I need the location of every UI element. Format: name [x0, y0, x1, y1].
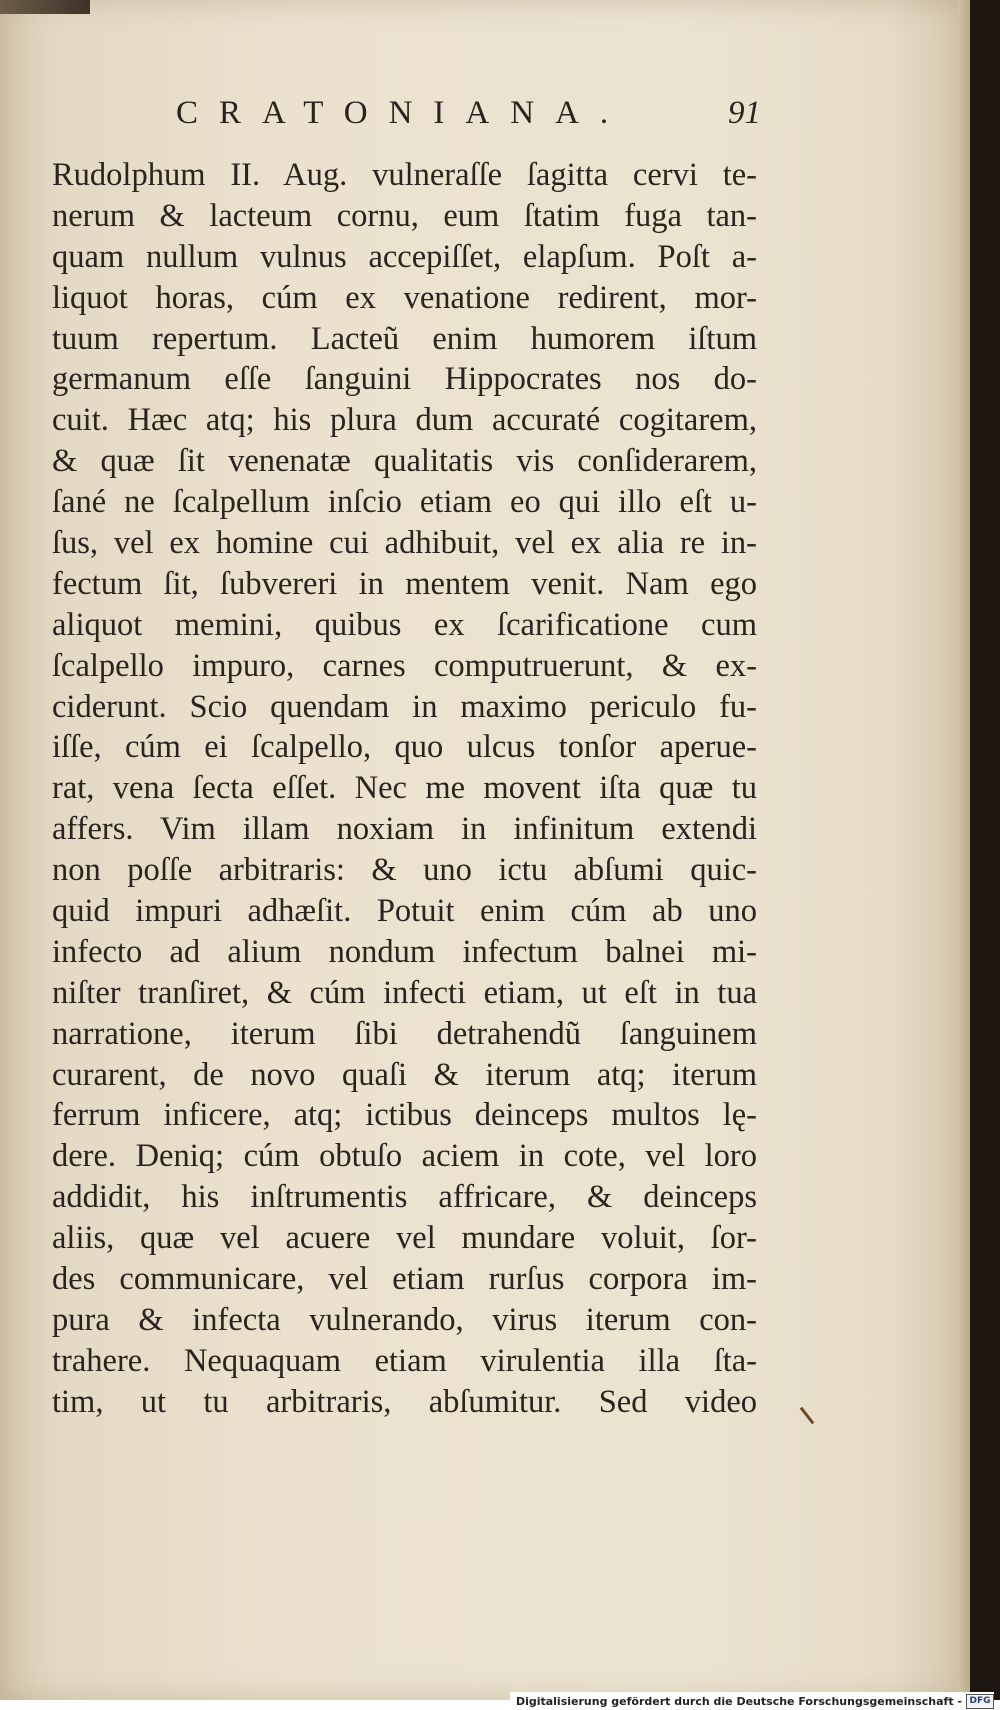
- text-line: nerum & lacteum cornu, eum ſtatim fuga tan-: [52, 197, 757, 234]
- text-line: des communicare, vel etiam rurſus corpora im-: [52, 1261, 757, 1298]
- text-line: tim, ut tu arbitraris, abſumitur. Sed video: [52, 1383, 757, 1420]
- ink-mark: [800, 1407, 815, 1425]
- text-line: tuum repertum. Lacteũ enim humorem iſtum: [52, 320, 757, 357]
- text-line: ferrum inficere, atq; ictibus deinceps multos lę-: [52, 1097, 757, 1134]
- text-line: cuit. Hæc atq; his plura dum accuraté cogitarem,: [52, 402, 757, 439]
- page-corner-shadow: [0, 0, 90, 14]
- footer-credit: Digitalisierung gefördert durch die Deutsche Forschungsgemeinschaft -: [515, 1694, 962, 1708]
- running-head-title: CRATONIANA.: [176, 95, 630, 131]
- text-line: pura & infecta vulnerando, virus iterum con-: [52, 1301, 757, 1338]
- text-line: non poſſe arbitraris: & uno ictu abſumi quic-: [52, 852, 757, 889]
- text-line: curarent, de novo quaſi & iterum atq; iterum: [52, 1056, 757, 1093]
- text-line: aliquot memini, quibus ex ſcarificatione cum: [52, 606, 757, 643]
- text-line: narratione, iterum ſibi detrahendũ ſanguinem: [52, 1015, 757, 1052]
- text-line: ciderunt. Scio quendam in maximo periculo fu-: [52, 688, 757, 725]
- text-line: Rudolphum II. Aug. vulneraſſe ſagitta cervi te-: [52, 157, 757, 193]
- page-edge: [958, 0, 970, 1700]
- text-line: iſſe, cúm ei ſcalpello, quo ulcus tonſor aperue-: [52, 729, 757, 766]
- text-line: niſter tranſiret, & cúm infecti etiam, ut eſt in tua: [52, 974, 757, 1011]
- text-line: trahere. Nequaquam etiam virulentia illa ſta-: [52, 1342, 757, 1379]
- text-line: quid impuri adhæſit. Potuit enim cúm ab uno: [52, 893, 757, 930]
- dfg-logo: DFG: [966, 1694, 994, 1709]
- text-line: dere. Deniq; cúm obtuſo aciem in cote, vel loro: [52, 1138, 757, 1175]
- text-line: & quæ ſit venenatæ qualitatis vis conſiderarem,: [52, 443, 757, 480]
- page-number: 91: [728, 95, 761, 131]
- text-line: germanum eſſe ſanguini Hippocrates nos do-: [52, 361, 757, 398]
- running-head: [52, 95, 761, 155]
- body-text: [52, 155, 757, 1423]
- text-line: ſus, vel ex homine cui adhibuit, vel ex alia re in-: [52, 525, 757, 562]
- text-line: fectum ſit, ſubvereri in mentem venit. Nam ego: [52, 565, 757, 602]
- text-line: ſané ne ſcalpellum inſcio etiam eo qui illo eſt u-: [52, 484, 757, 521]
- text-line: rat, vena ſecta eſſet. Nec me movent iſta quæ tu: [52, 770, 757, 807]
- text-block: [52, 95, 761, 1423]
- text-line: aliis, quæ vel acuere vel mundare voluit, ſor-: [52, 1220, 757, 1257]
- text-line: affers. Vim illam noxiam in infinitum extendi: [52, 811, 757, 848]
- text-line: ſcalpello impuro, carnes computruerunt, & ex-: [52, 647, 757, 684]
- digitization-footer: [510, 1692, 994, 1710]
- text-line: addidit, his inſtrumentis affricare, & deinceps: [52, 1179, 757, 1216]
- text-line: infecto ad alium nondum infectum balnei mi-: [52, 933, 757, 970]
- text-line: quam nullum vulnus accepiſſet, elapſum. Poſt a-: [52, 238, 757, 275]
- text-line: liquot horas, cúm ex venatione redirent, mor-: [52, 279, 757, 316]
